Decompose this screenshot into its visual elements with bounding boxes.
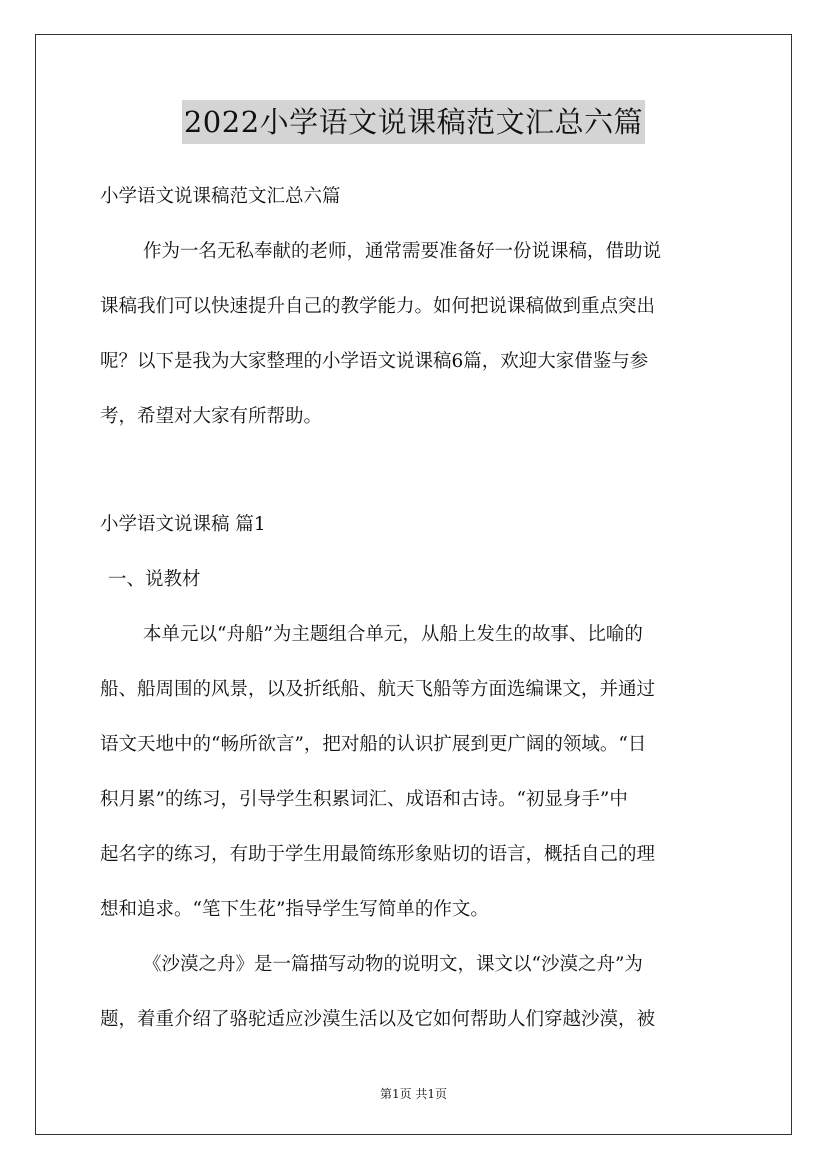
para2-line-1: 《沙漠之舟》是一篇描写动物的说明文，课文以“沙漠之舟”为 [143,954,643,975]
intro-line-4: 考，希望对大家有所帮助。 [100,406,323,427]
page-footer: 第1页 共1页 [379,1087,448,1101]
para1-line-5: 起名字的练习，有助于学生用最简练形象贴切的语言，概括自己的理 [100,844,656,865]
document-title: 2022小学语文说课稿范文汇总六篇 [182,100,645,144]
document-subtitle: 小学语文说课稿范文汇总六篇 [100,186,341,207]
title-wrap [0,100,827,144]
intro-line-3: 呢？以下是我为大家整理的小学语文说课稿6篇，欢迎大家借鉴与参 [100,351,649,372]
para1-line-2: 船、船周围的风景，以及折纸船、航天飞船等方面选编课文，并通过 [100,679,656,700]
intro-line-1: 作为一名无私奉献的老师，通常需要准备好一份说课稿，借助说 [143,241,662,262]
para2-line-2: 题，着重介绍了骆驼适应沙漠生活以及它如何帮助人们穿越沙漠，被 [100,1009,656,1030]
section-heading: 小学语文说课稿 篇1 [100,514,266,535]
para1-line-3: 语文天地中的“畅所欲言”，把对船的认识扩展到更广阔的领域。“日 [100,734,647,755]
intro-line-2: 课稿我们可以快速提升自己的教学能力。如何把说课稿做到重点突出 [100,296,656,317]
para1-line-6: 想和追求。“笔下生花”指导学生写简单的作文。 [100,899,489,920]
para1-line-1: 本单元以“舟船”为主题组合单元，从船上发生的故事、比喻的 [143,624,643,645]
para1-line-4: 积月累”的练习，引导学生积累词汇、成语和古诗。“初显身手”中 [100,789,628,810]
subheading: 一、说教材 [108,569,201,590]
